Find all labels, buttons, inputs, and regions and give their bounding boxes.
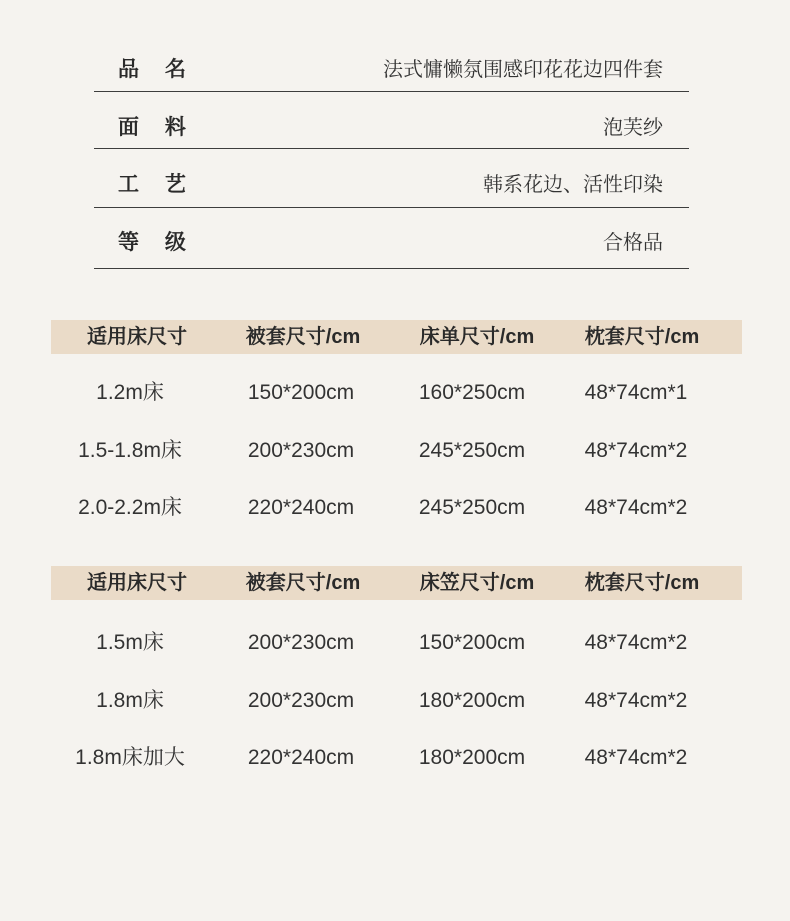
spec-label: 工 艺 bbox=[118, 173, 186, 196]
table-header-cell: 枕套尺寸/cm bbox=[584, 326, 700, 348]
table-cell: 1.8m床加大 bbox=[75, 746, 185, 769]
table-cell: 48*74cm*2 bbox=[584, 746, 688, 769]
table-cell: 200*230cm bbox=[247, 631, 355, 654]
table-cell: 245*250cm bbox=[418, 439, 526, 462]
table-header-cell: 适用床尺寸 bbox=[87, 326, 187, 348]
table-cell: 200*230cm bbox=[247, 439, 355, 462]
table-cell: 48*74cm*2 bbox=[584, 439, 688, 462]
table-cell: 48*74cm*2 bbox=[584, 496, 688, 519]
table-cell: 180*200cm bbox=[418, 746, 526, 769]
size-table-duvet-fitted bbox=[0, 566, 790, 786]
table-row bbox=[0, 381, 790, 405]
table-cell: 48*74cm*2 bbox=[584, 689, 688, 712]
table-cell: 220*240cm bbox=[247, 746, 355, 769]
table-header-cell: 适用床尺寸 bbox=[87, 572, 187, 594]
table-cell: 150*200cm bbox=[418, 631, 526, 654]
spec-row-fabric bbox=[94, 92, 689, 149]
table-cell: 1.8m床 bbox=[96, 689, 164, 712]
spec-value: 法式慵懒氛围感印花花边四件套 bbox=[383, 59, 663, 81]
spec-value: 韩系花边、活性印染 bbox=[483, 174, 663, 196]
table-cell: 180*200cm bbox=[418, 689, 526, 712]
table-row bbox=[0, 496, 790, 520]
spec-value: 泡芙纱 bbox=[603, 117, 663, 139]
table-header-cell: 床笠尺寸/cm bbox=[419, 572, 535, 594]
spec-label: 等 级 bbox=[118, 231, 186, 254]
table-cell: 1.5m床 bbox=[96, 631, 164, 654]
table-cell: 1.5-1.8m床 bbox=[78, 439, 182, 462]
table-cell: 2.0-2.2m床 bbox=[78, 496, 182, 519]
table-cell: 48*74cm*1 bbox=[584, 381, 688, 404]
table-cell: 220*240cm bbox=[247, 496, 355, 519]
table-cell: 245*250cm bbox=[418, 496, 526, 519]
table-cell: 200*230cm bbox=[247, 689, 355, 712]
spec-value: 合格品 bbox=[603, 232, 663, 254]
table-cell: 160*250cm bbox=[418, 381, 526, 404]
spec-row-product-name bbox=[94, 50, 689, 92]
size-table-duvet-sheet bbox=[0, 320, 790, 540]
table-header-cell: 被套尺寸/cm bbox=[245, 326, 361, 348]
spec-row-grade bbox=[94, 208, 689, 269]
table-header-cell: 被套尺寸/cm bbox=[245, 572, 361, 594]
table-row bbox=[0, 631, 790, 655]
table-row bbox=[0, 689, 790, 713]
spec-label: 面 料 bbox=[118, 116, 186, 139]
spec-label: 品 名 bbox=[118, 58, 186, 81]
table-row bbox=[0, 746, 790, 770]
table-row bbox=[0, 439, 790, 463]
spec-row-craft bbox=[94, 149, 689, 208]
table-header-cell: 枕套尺寸/cm bbox=[584, 572, 700, 594]
table-cell: 150*200cm bbox=[247, 381, 355, 404]
table-header-cell: 床单尺寸/cm bbox=[419, 326, 535, 348]
table-cell: 48*74cm*2 bbox=[584, 631, 688, 654]
table-cell: 1.2m床 bbox=[96, 381, 164, 404]
